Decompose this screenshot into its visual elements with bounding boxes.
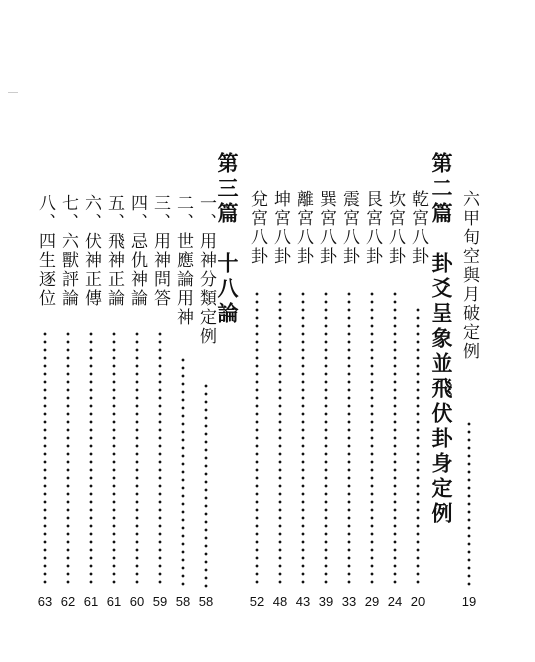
toc-entry	[290, 0, 316, 662]
page-number: 62	[60, 594, 76, 609]
entry-title: 坎宮八卦	[385, 190, 405, 266]
page-number: 19	[461, 594, 477, 609]
toc-entry	[244, 0, 270, 662]
toc-entry	[124, 0, 150, 662]
entry-title: 五、飛神正論	[104, 194, 124, 308]
toc-entry	[359, 0, 385, 662]
leader-dots	[255, 290, 259, 588]
leader-dots	[301, 290, 305, 588]
page-number: 29	[364, 594, 380, 609]
entry-title: 乾宮八卦	[408, 190, 428, 266]
page-number: 63	[37, 594, 53, 609]
leader-dots	[278, 290, 282, 588]
entry-title: 巽宮八卦	[316, 190, 336, 266]
leader-dots	[43, 330, 47, 588]
part-title: 第二篇 卦爻呈象並飛伏卦身定例	[429, 152, 454, 527]
leader-dots	[393, 290, 397, 588]
entry-title: 六甲旬空與月破定例	[459, 190, 479, 361]
entry-title: 坤宮八卦	[270, 190, 290, 266]
page-number: 52	[249, 594, 265, 609]
page-number: 24	[387, 594, 403, 609]
toc-entry	[405, 0, 431, 662]
page-number: 58	[175, 594, 191, 609]
page-number: 43	[295, 594, 311, 609]
page-number: 60	[129, 594, 145, 609]
toc-entry	[55, 0, 81, 662]
entry-title: 艮宮八卦	[362, 190, 382, 266]
leader-dots	[324, 290, 328, 588]
part-heading	[428, 0, 454, 662]
page-number: 61	[106, 594, 122, 609]
toc-entry	[147, 0, 173, 662]
leader-dots	[66, 330, 70, 588]
leader-dots	[347, 290, 351, 588]
leader-dots	[370, 290, 374, 588]
toc-entry	[193, 0, 219, 662]
leader-dots	[112, 330, 116, 588]
leader-dots	[181, 356, 185, 588]
entry-title: 震宮八卦	[339, 190, 359, 266]
toc-entry	[267, 0, 293, 662]
entry-title: 離宮八卦	[293, 190, 313, 266]
toc-entry	[101, 0, 127, 662]
leader-dots	[135, 330, 139, 588]
entry-title: 二、世應論用神	[173, 194, 193, 327]
page-number: 61	[83, 594, 99, 609]
page-number: 33	[341, 594, 357, 609]
leader-dots	[204, 382, 208, 588]
leader-dots	[158, 330, 162, 588]
entry-title: 兌宮八卦	[247, 190, 267, 266]
entry-title: 一、用神分類定例	[196, 194, 216, 346]
entry-title: 六、伏神正傳	[81, 194, 101, 308]
toc-entry	[313, 0, 339, 662]
entry-title: 四、忌仇神論	[127, 194, 147, 308]
page-number: 20	[410, 594, 426, 609]
page-number: 58	[198, 594, 214, 609]
leader-dots	[416, 306, 420, 588]
entry-title: 七、六獸評論	[58, 194, 78, 308]
entry-title: 八、四生逐位	[35, 194, 55, 308]
part-title: 第三篇 十八論	[215, 152, 240, 327]
leader-dots	[89, 330, 93, 588]
toc-entry	[456, 0, 482, 662]
toc-entry	[336, 0, 362, 662]
toc-entry	[170, 0, 196, 662]
toc-entry	[382, 0, 408, 662]
page-number: 48	[272, 594, 288, 609]
top-mark	[8, 92, 18, 93]
page-number: 59	[152, 594, 168, 609]
leader-dots	[467, 420, 471, 586]
entry-title: 三、用神問答	[150, 194, 170, 308]
page-number: 39	[318, 594, 334, 609]
toc-entry	[78, 0, 104, 662]
toc-entry	[32, 0, 58, 662]
